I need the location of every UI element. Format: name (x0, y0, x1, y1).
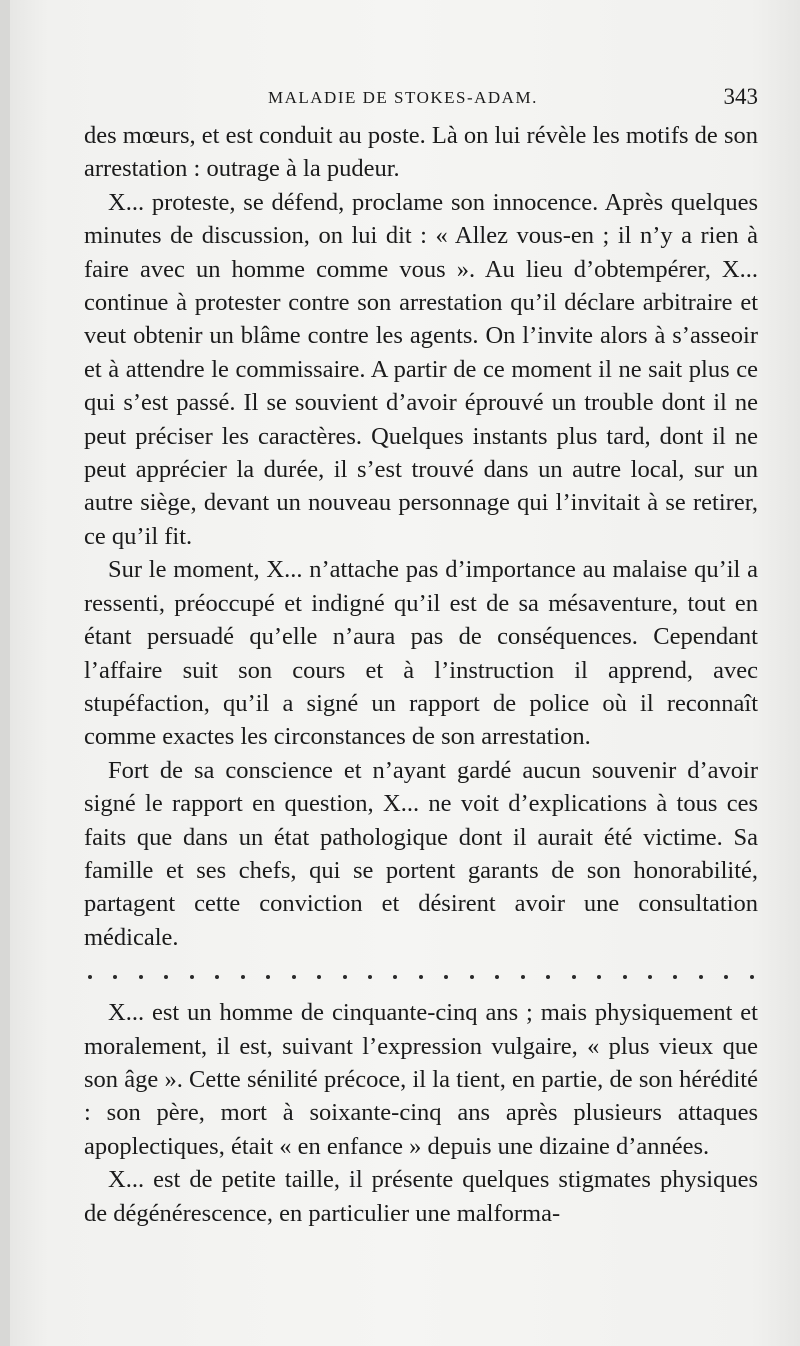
body-text (84, 119, 758, 1230)
dot (393, 975, 397, 979)
dot (139, 975, 143, 979)
section-break-dots (84, 958, 758, 996)
dot (648, 975, 652, 979)
paragraph-continuation: des mœurs, et est conduit au poste. Là on lui révèle les motifs de son arrestation : outrage à la pudeur. (84, 122, 758, 183)
dot (470, 975, 474, 979)
paragraph: X... proteste, se défend, proclame son innocence. Après quelques minutes de discussion, on lui dit : « Allez vous-en ; il n’y a rien à faire avec un homme comme vous ». Au lieu d’obtempérer, X... continue à protester contre son arrestation qu’il déclare arbitraire et veut obtenir un blâme contre les agents. On l’invite alors à s’asseoir et à attendre le commissaire. A partir de ce moment il ne sait plus ce qui s’est passé. Il se souvient d’avoir éprouvé un trouble dont il ne peut préciser les caractères. Quelques instants plus tard, dont il ne peut apprécier la durée, il s’est trouvé dans un autre local, sur un autre siège, devant un nouveau personnage qui l’invitait à se retirer, ce qu’il fit. (84, 188, 758, 550)
dot (597, 975, 601, 979)
dot (699, 975, 703, 979)
running-title: MALADIE DE STOKES-ADAM. (268, 88, 538, 107)
dot (623, 975, 627, 979)
dot (317, 975, 321, 979)
paragraph: X... est un homme de cinquante-cinq ans ; mais physiquement et moralement, il est, suivant l’expression vulgaire, « plus vieux que son âge ». Cette sénilité précoce, il la tient, en partie, de son hérédité : son père, mort à soixante-cinq ans après plusieurs attaques apoplectiques, était « en enfance » depuis une dizaine d’années. (84, 999, 758, 1160)
dot (88, 975, 92, 979)
page-number: 343 (723, 84, 758, 109)
paragraph: X... est de petite taille, il présente quelques stigmates physiques de dégénérescence, en particulier une malforma- (84, 1166, 758, 1227)
paragraph: Sur le moment, X... n’attache pas d’importance au malaise qu’il a ressenti, préoccupé et indigné qu’il est de sa mésaventure, tout en étant persuadé qu’elle n’aura pas de conséquences. Cependant l’affaire suit son cours et à l’instruction il apprend, avec stupéfaction, qu’il a signé un rapport de police où il reconnaît comme exactes les circonstances de son arrestation. (84, 556, 758, 751)
dot (368, 975, 372, 979)
dot (190, 975, 194, 979)
paragraph: Fort de sa conscience et n’ayant gardé aucun souvenir d’avoir signé le rapport en question, X... ne voit d’explications à tous ces faits que dans un état pathologique dont il aurait été victime. Sa famille et ses chefs, qui se portent garants de son honorabilité, partagent cette conviction et désirent avoir une consultation médicale. (84, 756, 758, 951)
running-head (84, 84, 758, 114)
dot (724, 975, 728, 979)
page-binding-edge (0, 0, 10, 1346)
dot (572, 975, 576, 979)
dot (546, 975, 550, 979)
dot (292, 975, 296, 979)
dot (495, 975, 499, 979)
dot (113, 975, 117, 979)
dot (241, 975, 245, 979)
dot (215, 975, 219, 979)
dot (521, 975, 525, 979)
dot (673, 975, 677, 979)
dot (750, 975, 754, 979)
dot (444, 975, 448, 979)
dot (343, 975, 347, 979)
dot (266, 975, 270, 979)
dot (164, 975, 168, 979)
dot (419, 975, 423, 979)
